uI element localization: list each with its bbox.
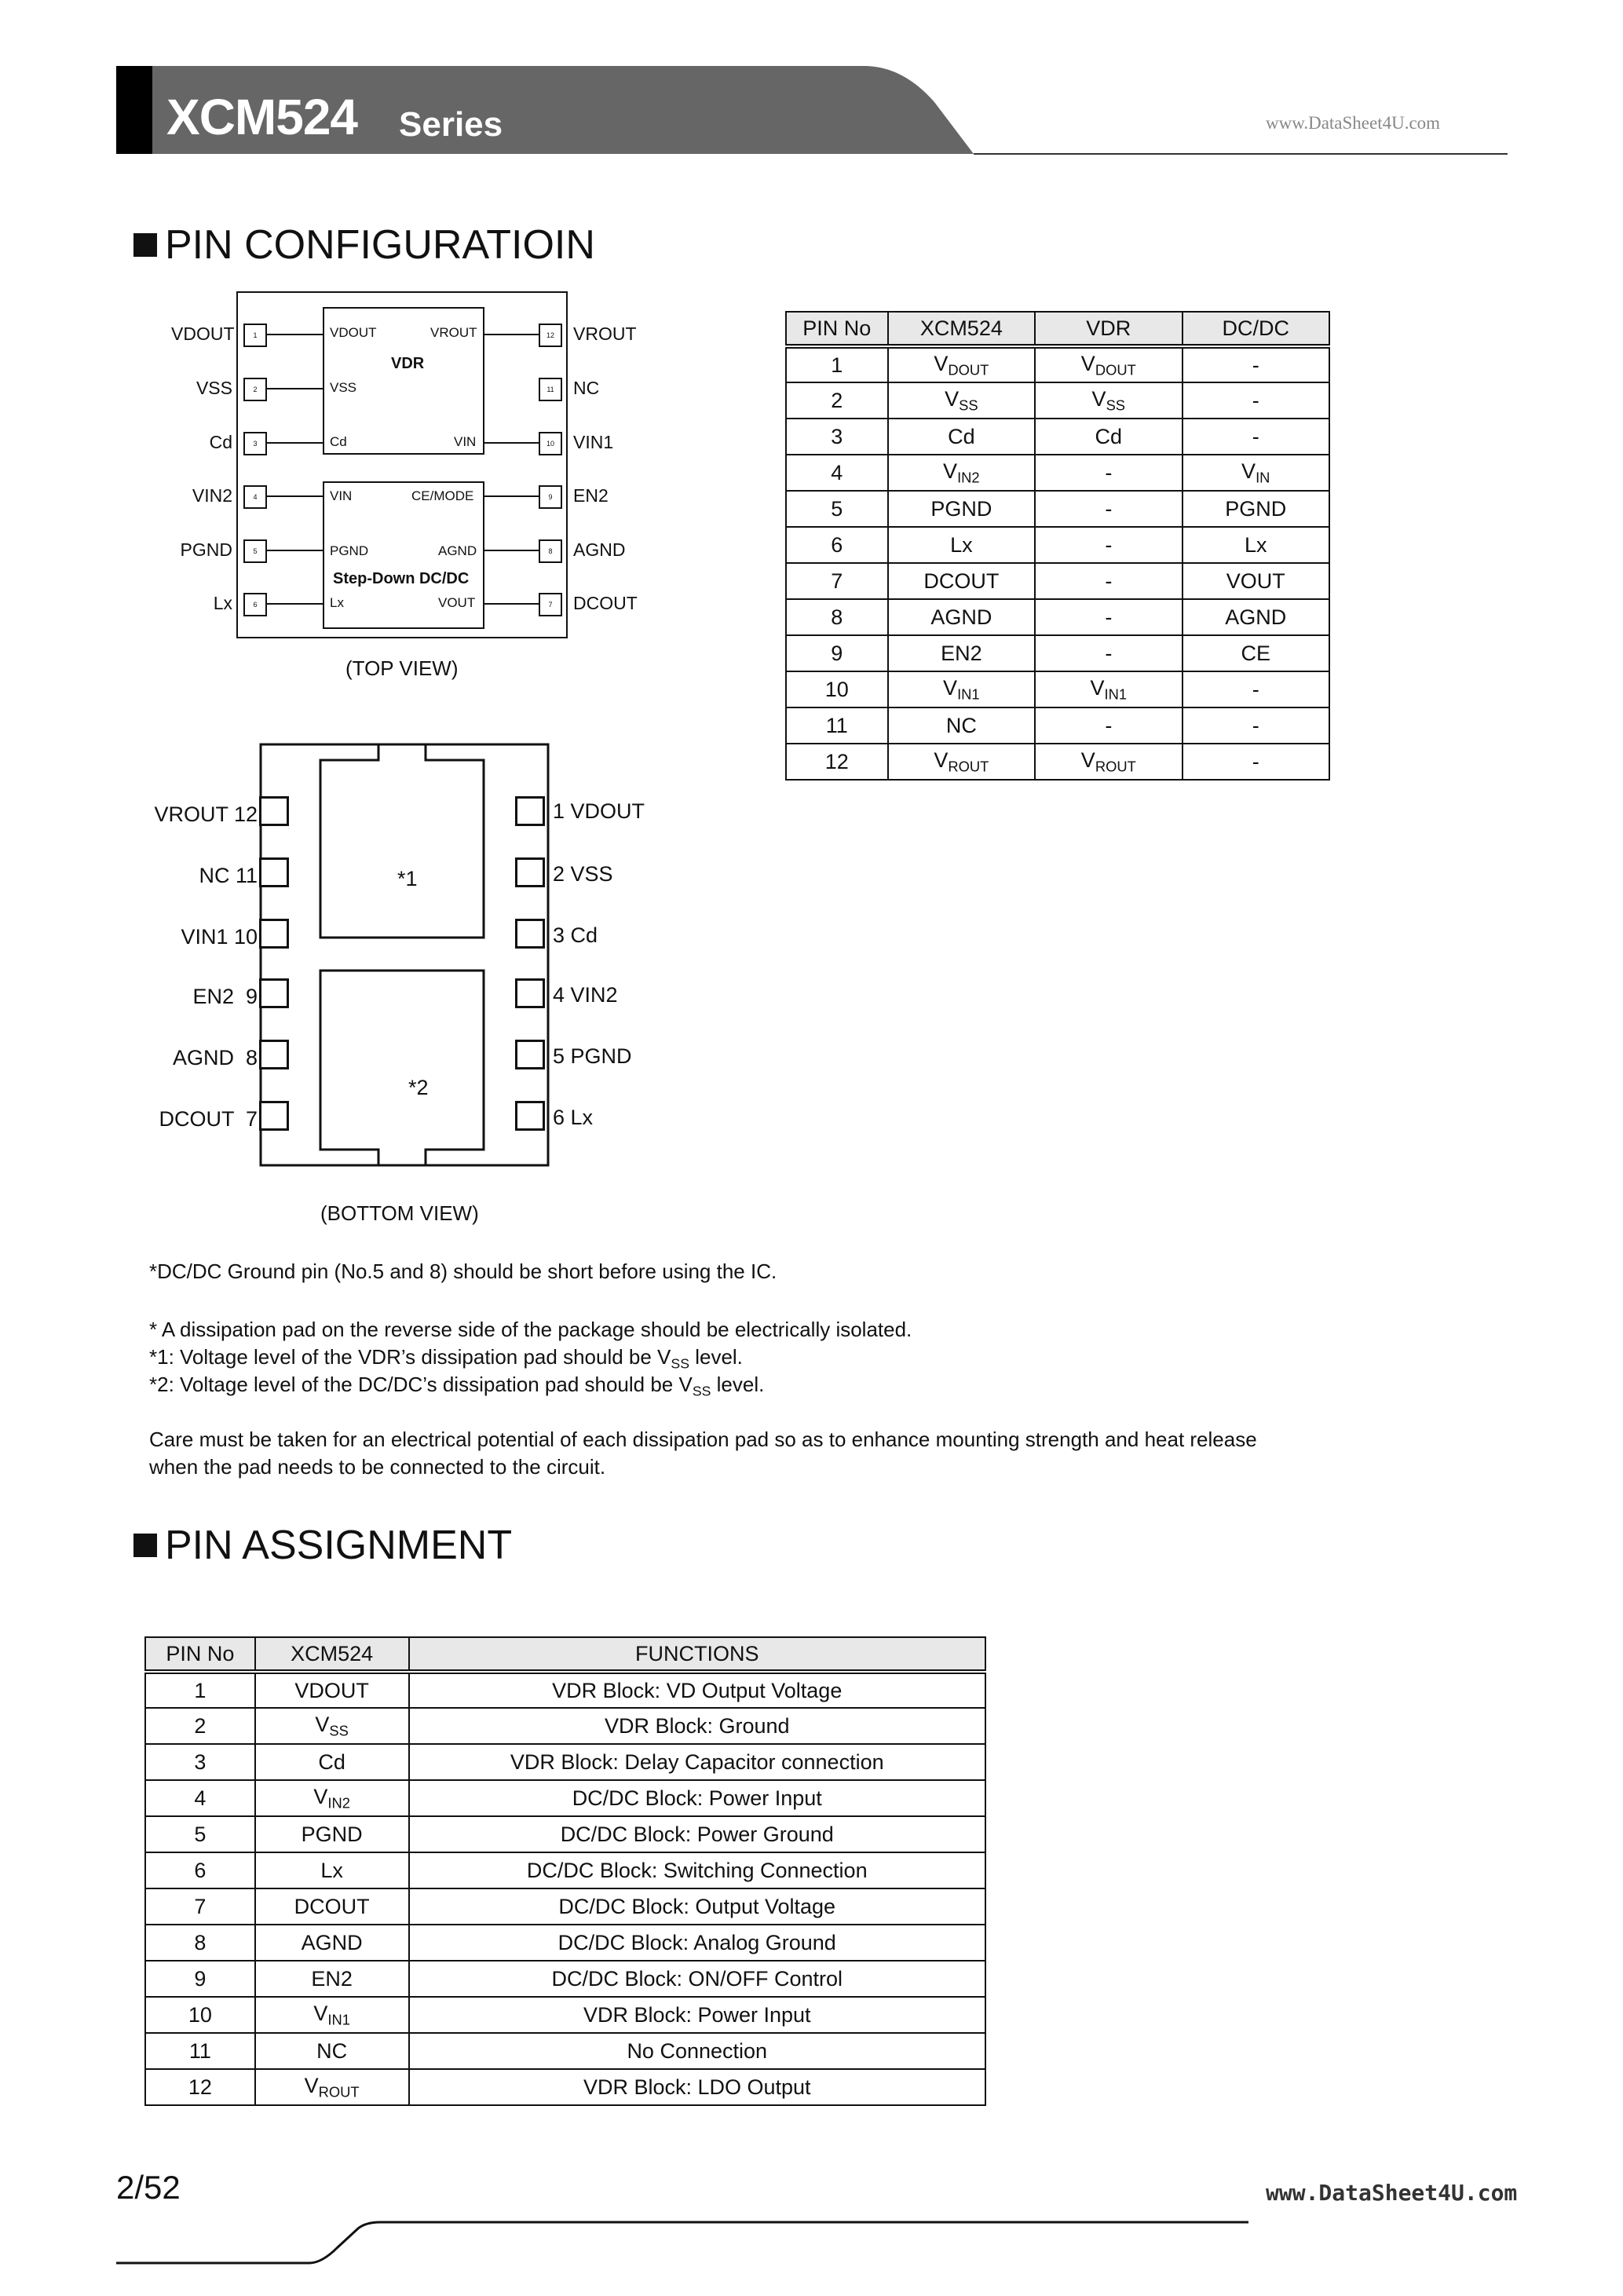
function-cell: VDR Block: Delay Capacitor connection (409, 1744, 986, 1780)
cell-text: V (313, 2001, 328, 2025)
pin-cell: 8 (786, 599, 888, 635)
xcm-cell (888, 419, 1036, 455)
tv-left-label: PGND (180, 539, 232, 560)
bv-left-label: NC 11 (199, 864, 258, 887)
cell-text: V (313, 1784, 328, 1808)
table-row (786, 744, 1329, 780)
tv-pin-num: 8 (539, 539, 562, 563)
pin-cell: 8 (145, 1925, 255, 1961)
function-cell: VDR Block: Power Input (409, 1997, 986, 2033)
tv-left-label: Cd (209, 432, 232, 452)
cell-subscript: IN1 (1104, 686, 1128, 703)
cell-text: - (1252, 677, 1259, 701)
pin-cell: 3 (145, 1744, 255, 1780)
dcdc-block-label: Step-Down DC/DC (333, 570, 470, 587)
pin-cell: 6 (786, 527, 888, 563)
tv-pin-num: 9 (539, 485, 562, 509)
tv-inner-label: VOUT (438, 595, 476, 610)
function-cell: DC/DC Block: Power Input (409, 1780, 986, 1816)
pin-cell: 11 (786, 707, 888, 744)
cell-text: V (934, 748, 949, 772)
vdr-cell (1035, 599, 1182, 635)
bv-left-label: EN2 9 (192, 985, 258, 1008)
function-cell: No Connection (409, 2033, 986, 2069)
pin-cell: 9 (786, 635, 888, 671)
cell-subscript: IN1 (957, 686, 980, 703)
bv-right-label: 5 PGND (553, 1044, 632, 1068)
table-row (145, 1925, 985, 1961)
name-cell (255, 1708, 409, 1744)
xcm-cell (888, 599, 1036, 635)
tv-pin-num: 7 (539, 593, 562, 616)
function-cell: VDR Block: VD Output Voltage (409, 1672, 986, 1708)
table-row (145, 1852, 985, 1888)
pin-cell: 9 (145, 1961, 255, 1997)
xcm-cell (888, 491, 1036, 527)
tv-pin-num: 1 (243, 324, 267, 347)
bv-right-label: 2 VSS (553, 862, 613, 886)
bv-pad (259, 919, 289, 949)
cell-text: V (943, 459, 958, 483)
cell-text: - (1252, 424, 1259, 448)
dcdc-cell (1183, 671, 1330, 707)
cell-text: - (1105, 641, 1113, 665)
pin-config-title: PIN CONFIGURATIOIN (165, 222, 595, 268)
footer-url[interactable]: www.DataSheet4U.com (1266, 2180, 1518, 2206)
cell-text: - (1252, 353, 1259, 377)
col-header: XCM524 (255, 1637, 409, 1672)
table-row (145, 1997, 985, 2033)
pin-cell: 7 (145, 1888, 255, 1925)
dcdc-cell (1183, 491, 1330, 527)
cell-text: V (1091, 386, 1106, 411)
name-cell (255, 1780, 409, 1816)
bottom-view-outline (251, 738, 557, 1178)
dcdc-cell (1183, 346, 1330, 382)
cell-text: CE (1241, 641, 1270, 665)
tv-pin-num: 2 (243, 378, 267, 401)
cell-subscript: IN2 (957, 469, 980, 486)
top-view-outline (236, 291, 573, 644)
bv-right-label: 1 VDOUT (553, 799, 645, 823)
cell-text: - (1105, 532, 1113, 557)
cell-text: - (1105, 605, 1113, 629)
name-cell (255, 1888, 409, 1925)
tv-inner-label: Cd (330, 434, 347, 449)
series-title: XCM524 (166, 89, 357, 145)
cell-text: - (1105, 496, 1113, 521)
cell-text: PGND (930, 496, 992, 521)
bv-right-label: 6 Lx (553, 1106, 594, 1129)
cell-text: AGND (1225, 605, 1287, 629)
bv-left-label: VIN1 10 (181, 925, 258, 949)
xcm-cell (888, 382, 1036, 419)
tv-right-label: AGND (573, 539, 626, 560)
tv-right-label: VIN1 (573, 432, 614, 452)
cell-text: EN2 (941, 641, 982, 665)
tv-inner-label: VDOUT (330, 325, 377, 340)
table-row (786, 599, 1329, 635)
pin-cell: 5 (145, 1816, 255, 1852)
pin-assignment-title: PIN ASSIGNMENT (165, 1523, 513, 1568)
tv-left-label: Lx (213, 593, 232, 613)
vdr-cell (1035, 563, 1182, 599)
function-cell: VDR Block: Ground (409, 1708, 986, 1744)
cell-text: DCOUT (923, 569, 1000, 593)
cell-text: V (1090, 675, 1105, 700)
tv-pin-num: 3 (243, 432, 267, 455)
name-cell (255, 1925, 409, 1961)
function-cell: DC/DC Block: Analog Ground (409, 1925, 986, 1961)
bv-left-label: DCOUT 7 (159, 1107, 258, 1131)
cell-text: DCOUT (294, 1894, 370, 1918)
bv-pad (515, 978, 545, 1008)
col-header: XCM524 (888, 312, 1036, 346)
cell-text: PGND (1225, 496, 1287, 521)
cell-subscript: SS (329, 1722, 349, 1739)
cell-subscript: IN (1256, 469, 1270, 486)
pin-cell: 7 (786, 563, 888, 599)
col-header: FUNCTIONS (409, 1637, 986, 1672)
ground-note: *DC/DC Ground pin (No.5 and 8) should be short before using the IC. (149, 1260, 777, 1283)
vdr-cell (1035, 744, 1182, 780)
dcdc-cell (1183, 382, 1330, 419)
table-header-row (145, 1637, 985, 1672)
top-view-caption: (TOP VIEW) (345, 656, 459, 680)
xcm-cell (888, 635, 1036, 671)
cell-text: AGND (301, 1930, 363, 1954)
name-cell (255, 1816, 409, 1852)
pin-cell: 2 (786, 382, 888, 419)
table-row (145, 1780, 985, 1816)
cell-subscript: IN2 (327, 1794, 350, 1812)
tv-right-label: NC (573, 378, 600, 398)
table-row (145, 2069, 985, 2105)
table-row (786, 707, 1329, 744)
bv-pad (259, 978, 289, 1008)
pin-cell: 10 (786, 671, 888, 707)
pad2-note: *2: Voltage level of the DC/DC’s dissipation pad should be $V_{SS}$ level. (149, 1373, 765, 1399)
vdr-cell (1035, 635, 1182, 671)
pin-cell: 4 (145, 1780, 255, 1816)
cell-text: V (945, 386, 960, 411)
col-header: PIN No (786, 312, 888, 346)
table-row (786, 382, 1329, 419)
bv-pad (515, 1040, 545, 1069)
xcm-cell (888, 744, 1036, 780)
function-cell: DC/DC Block: Switching Connection (409, 1852, 986, 1888)
cell-text: V (943, 675, 958, 700)
pin-config-heading (133, 221, 595, 269)
bv-pad (515, 1101, 545, 1131)
header-url[interactable]: www.DataSheet4U.com (1266, 113, 1441, 133)
vdr-cell (1035, 455, 1182, 491)
cell-text: Lx (950, 532, 973, 557)
function-cell: DC/DC Block: ON/OFF Control (409, 1961, 986, 1997)
pad2-marker: *2 (408, 1076, 429, 1099)
tv-right-label: EN2 (573, 485, 609, 506)
table-row (145, 1961, 985, 1997)
cell-text: - (1105, 460, 1113, 484)
footer-rule (0, 2199, 1623, 2277)
dcdc-cell (1183, 419, 1330, 455)
cell-subscript: SS (959, 397, 978, 414)
table-row (786, 491, 1329, 527)
table-header-row (786, 312, 1329, 346)
bv-right-label: 4 VIN2 (553, 983, 618, 1007)
cell-subscript: ROUT (1095, 758, 1136, 775)
vdr-cell (1035, 419, 1182, 455)
cell-subscript: ROUT (948, 758, 989, 775)
tv-pin-num: 11 (539, 378, 562, 401)
cell-text: V (1241, 459, 1256, 483)
cell-text: NC (945, 713, 977, 737)
tv-inner-label: Lx (330, 595, 344, 610)
cell-text: NC (316, 2038, 348, 2063)
bv-pad (259, 857, 289, 887)
xcm-cell (888, 455, 1036, 491)
tv-inner-label: VIN (330, 488, 353, 503)
pin-assignment-table (144, 1636, 986, 2106)
table-row (145, 2033, 985, 2069)
table-row (786, 527, 1329, 563)
table-row (786, 455, 1329, 491)
vdr-cell (1035, 707, 1182, 744)
xcm-cell (888, 346, 1036, 382)
cell-text: V (1080, 351, 1095, 375)
name-cell (255, 2069, 409, 2105)
tv-pin-num: 6 (243, 593, 267, 616)
cell-text: Cd (1095, 424, 1123, 448)
cell-text: - (1105, 713, 1113, 737)
pin-cell: 6 (145, 1852, 255, 1888)
pin-cell: 4 (786, 455, 888, 491)
square-bullet-icon (133, 1534, 157, 1557)
bv-left-label: AGND 8 (172, 1046, 258, 1069)
cell-text: - (1105, 569, 1113, 593)
cell-text: AGND (930, 605, 992, 629)
name-cell (255, 2033, 409, 2069)
pin-cell: 2 (145, 1708, 255, 1744)
cell-text: V (934, 351, 949, 375)
pad-isolated-note: * A dissipation pad on the reverse side of the package should be electrically isolated. (149, 1318, 912, 1341)
bottom-view-caption: (BOTTOM VIEW) (320, 1201, 479, 1225)
dcdc-cell (1183, 563, 1330, 599)
xcm-cell (888, 707, 1036, 744)
name-cell (255, 1852, 409, 1888)
bv-left-label: VROUT 12 (154, 803, 258, 826)
col-header: PIN No (145, 1637, 255, 1672)
vdr-cell (1035, 346, 1182, 382)
vdr-block-label: VDR (391, 355, 425, 372)
table-row (786, 671, 1329, 707)
cell-text: Cd (948, 424, 975, 448)
bv-pad (259, 1101, 289, 1131)
col-header: VDR (1035, 312, 1182, 346)
pin-cell: 5 (786, 491, 888, 527)
xcm-cell (888, 671, 1036, 707)
tv-pin-num: 4 (243, 485, 267, 509)
bv-pad (259, 796, 289, 826)
table-row (786, 635, 1329, 671)
bv-pad (515, 919, 545, 949)
page-number: 2/52 (116, 2169, 181, 2206)
name-cell (255, 1672, 409, 1708)
pin-cell: 12 (786, 744, 888, 780)
tv-inner-label: VIN (454, 434, 477, 449)
dcdc-cell (1183, 455, 1330, 491)
cell-subscript: DOUT (948, 361, 989, 378)
cell-text: PGND (301, 1822, 363, 1846)
table-row (145, 1744, 985, 1780)
table-row (145, 1888, 985, 1925)
table-row (145, 1816, 985, 1852)
pin-cell: 1 (786, 346, 888, 382)
care-note-line2: when the pad needs to be connected to the circuit. (149, 1455, 606, 1479)
cell-text: - (1252, 749, 1259, 773)
pin-cell: 12 (145, 2069, 255, 2105)
dcdc-cell (1183, 527, 1330, 563)
tv-pin-num: 5 (243, 539, 267, 563)
bv-pad (259, 1040, 289, 1069)
function-cell: DC/DC Block: Power Ground (409, 1816, 986, 1852)
table-row (786, 563, 1329, 599)
table-row (786, 419, 1329, 455)
pin-cell: 1 (145, 1672, 255, 1708)
table-row (145, 1708, 985, 1744)
function-cell: DC/DC Block: Output Voltage (409, 1888, 986, 1925)
pin-cell: 10 (145, 1997, 255, 2033)
cell-text: Lx (1244, 532, 1267, 557)
pin-cell: 11 (145, 2033, 255, 2069)
col-header: DC/DC (1183, 312, 1330, 346)
pin-config-table (785, 311, 1330, 781)
bv-right-label: 3 Cd (553, 923, 598, 947)
cell-text: - (1252, 713, 1259, 737)
tv-left-label: VSS (196, 378, 232, 398)
cell-text: VOUT (1226, 569, 1285, 593)
vdr-cell (1035, 671, 1182, 707)
pin-cell: 3 (786, 419, 888, 455)
tv-right-label: DCOUT (573, 593, 638, 613)
vdr-cell (1035, 491, 1182, 527)
cell-text: Lx (320, 1858, 343, 1882)
cell-subscript: ROUT (318, 2083, 360, 2100)
cell-subscript: DOUT (1095, 361, 1136, 378)
tv-pin-num: 10 (539, 432, 562, 455)
tv-inner-label: CE/MODE (411, 488, 474, 503)
dcdc-cell (1183, 635, 1330, 671)
pad1-note: *1: Voltage level of the VDR’s dissipation pad should be $V_{SS}$ level. (149, 1345, 743, 1372)
tv-inner-label: VROUT (430, 325, 477, 340)
cell-text: Cd (318, 1749, 345, 1774)
tv-inner-label: VSS (330, 380, 357, 395)
cell-text: - (1252, 388, 1259, 412)
tv-left-label: VDOUT (171, 324, 235, 344)
bv-pad (515, 857, 545, 887)
pad1-marker: *1 (397, 867, 418, 890)
cell-text: VDOUT (294, 1678, 369, 1702)
cell-text: EN2 (311, 1966, 353, 1991)
function-cell: VDR Block: LDO Output (409, 2069, 986, 2105)
tv-pin-num: 12 (539, 324, 562, 347)
tv-inner-label: AGND (438, 543, 477, 558)
series-suffix: Series (399, 105, 503, 144)
table-row (786, 346, 1329, 382)
cell-subscript: SS (1106, 397, 1126, 414)
xcm-cell (888, 527, 1036, 563)
table-row (145, 1672, 985, 1708)
xcm-cell (888, 563, 1036, 599)
vdr-cell (1035, 527, 1182, 563)
bv-pad (515, 796, 545, 826)
name-cell (255, 1744, 409, 1780)
square-bullet-icon (133, 233, 157, 257)
tv-left-label: VIN2 (192, 485, 232, 506)
name-cell (255, 1961, 409, 1997)
cell-subscript: IN1 (327, 2011, 350, 2028)
pin-assignment-heading (133, 1522, 512, 1569)
dcdc-cell (1183, 707, 1330, 744)
cell-text: V (304, 2073, 319, 2097)
dcdc-cell (1183, 599, 1330, 635)
tv-right-label: VROUT (573, 324, 637, 344)
name-cell (255, 1997, 409, 2033)
vdr-cell (1035, 382, 1182, 419)
care-note-line1: Care must be taken for an electrical potential of each dissipation pad so as to enhance mounting strength and heat release (149, 1428, 1257, 1451)
tv-inner-label: PGND (330, 543, 369, 558)
cell-text: V (315, 1712, 330, 1736)
dcdc-cell (1183, 744, 1330, 780)
cell-text: V (1080, 748, 1095, 772)
